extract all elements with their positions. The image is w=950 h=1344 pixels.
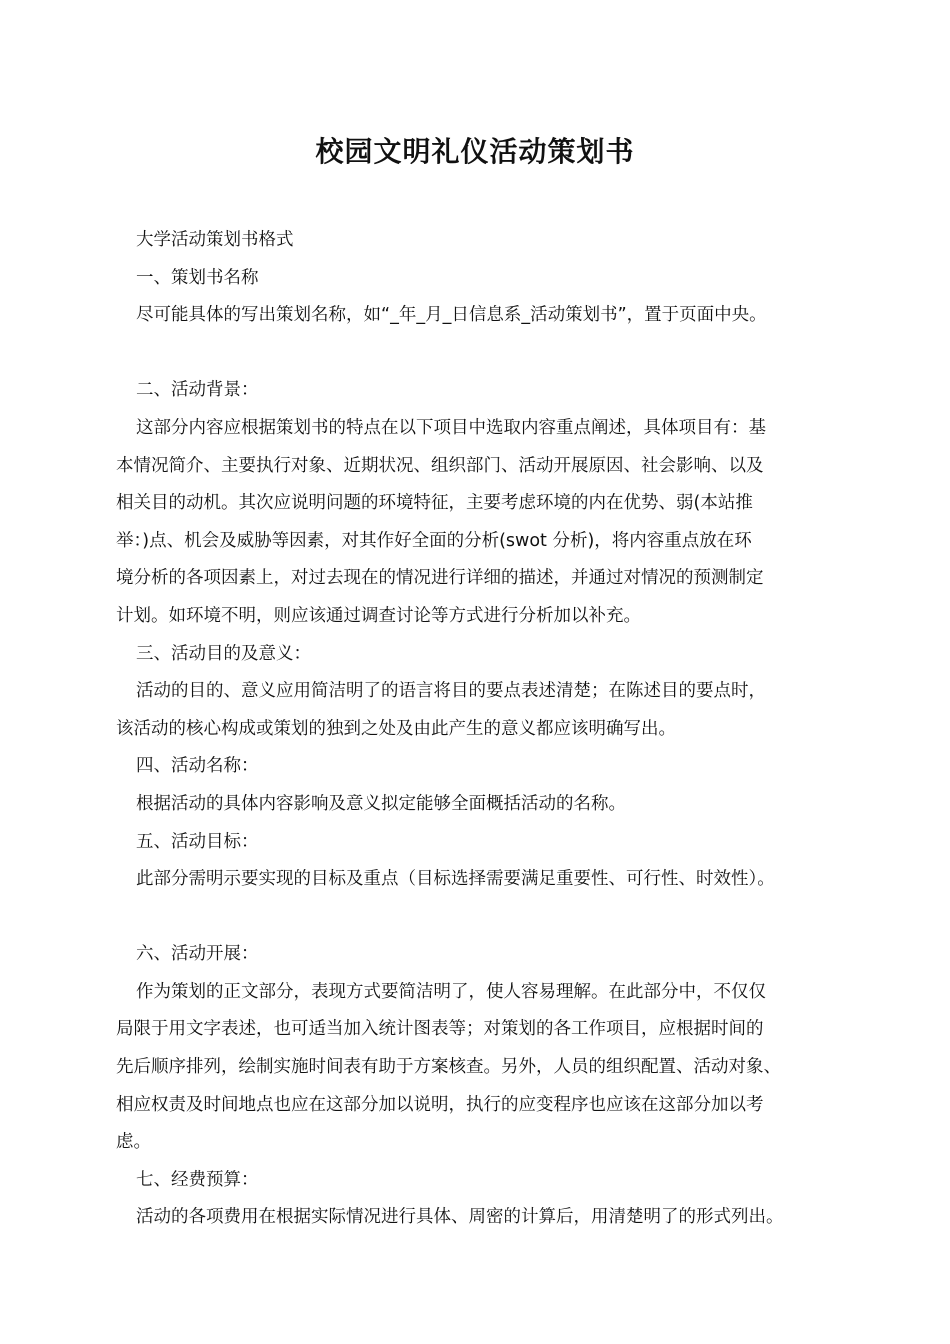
text-line: 一、策划书名称	[136, 267, 259, 288]
text-line: 相关目的动机。其次应说明问题的环境特征，主要考虑环境的内在优势、弱(本站推	[116, 493, 753, 514]
text-line: 这部分内容应根据策划书的特点在以下项目中选取内容重点阐述，具体项目有：基	[136, 417, 766, 438]
text-line: 局限于用文字表述，也可适当加入统计图表等；对策划的各工作项目，应根据时间的	[116, 1019, 764, 1040]
text-line: 六、活动开展：	[136, 944, 259, 965]
text-line: 尽可能具体的写出策划名称，如“_年_月_日信息系_活动策划书”，置于页面中央。	[136, 305, 767, 326]
text-line: 作为策划的正文部分，表现方式要简洁明了，使人容易理解。在此部分中，不仅仅	[136, 981, 766, 1002]
text-line: 二、活动背景：	[136, 380, 259, 401]
text-line: 活动的各项费用在根据实际情况进行具体、周密的计算后，用清楚明了的形式列出。	[136, 1207, 784, 1228]
text-line: 虑。	[116, 1132, 151, 1153]
text-line: 根据活动的具体内容影响及意义拟定能够全面概括活动的名称。	[136, 793, 626, 814]
document-title: 校园文明礼仪活动策划书	[315, 135, 635, 168]
text-line: 大学活动策划书格式	[136, 230, 294, 250]
text-line: 三、活动目的及意义：	[136, 643, 311, 664]
text-line: 本情况简介、主要执行对象、近期状况、组织部门、活动开展原因、社会影响、以及	[116, 455, 764, 476]
text-line: 举：)点、机会及威胁等因素，对其作好全面的分析(swot 分析)，将内容重点放在环	[116, 530, 752, 551]
blank-line	[116, 899, 856, 937]
text-line: 境分析的各项因素上，对过去现在的情况进行详细的描述，并通过对情况的预测制定	[116, 568, 764, 589]
text-line: 计划。如环境不明，则应该通过调查讨论等方式进行分析加以补充。	[116, 605, 641, 626]
text-line: 此部分需明示要实现的目标及重点（目标选择需要满足重要性、可行性、时效性）。	[136, 869, 775, 890]
document-body	[116, 222, 856, 1237]
text-line: 七、经费预算：	[136, 1169, 259, 1190]
text-line: 五、活动目标：	[136, 831, 259, 852]
text-line: 四、活动名称：	[136, 756, 259, 777]
text-line: 活动的目的、意义应用简洁明了的语言将目的要点表述清楚；在陈述目的要点时，	[136, 681, 766, 702]
text-line: 相应权责及时间地点也应在这部分加以说明，执行的应变程序也应该在这部分加以考	[116, 1094, 764, 1115]
text-line: 先后顺序排列，绘制实施时间表有助于方案核查。另外，人员的组织配置、活动对象、	[116, 1057, 781, 1078]
blank-line	[116, 335, 856, 373]
text-line: 该活动的核心构成或策划的独到之处及由此产生的意义都应该明确写出。	[116, 718, 676, 739]
